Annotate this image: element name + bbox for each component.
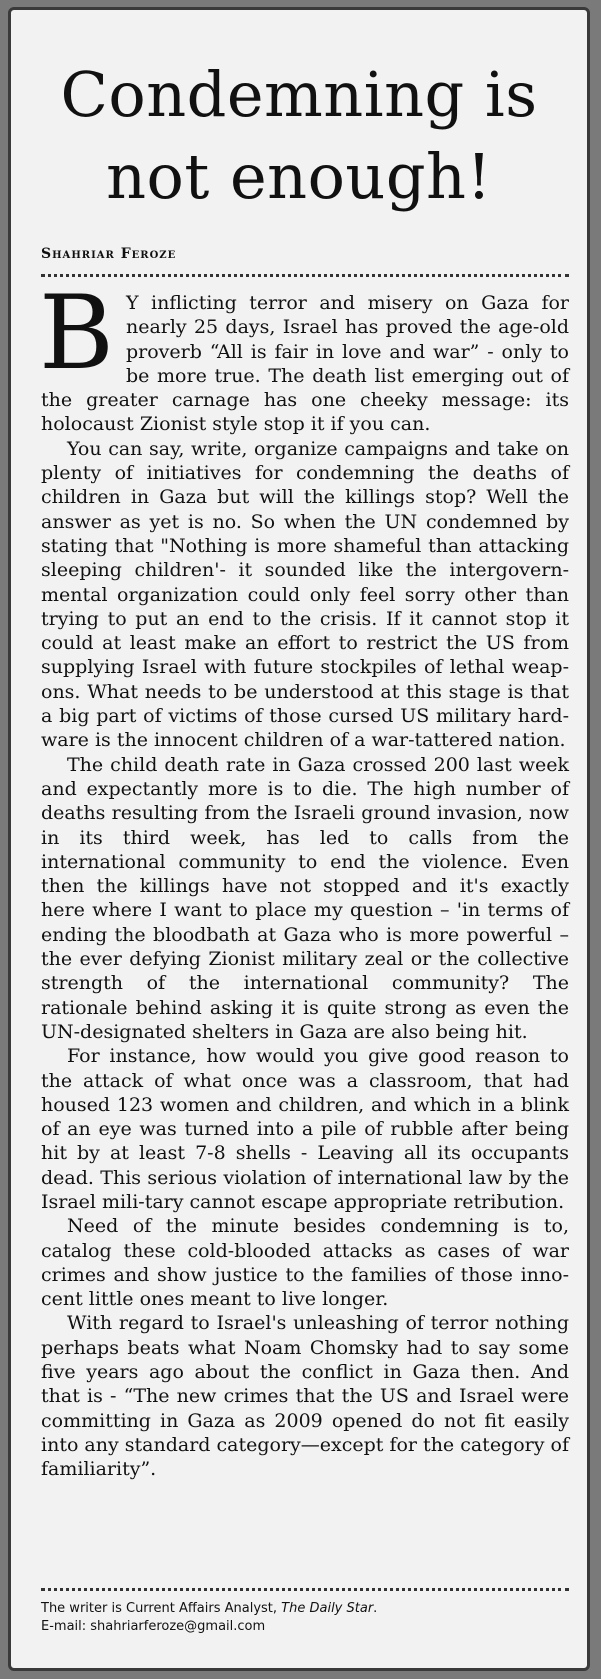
headline-line-1: Condemning is xyxy=(60,58,538,131)
paragraph-1-text: Y inflicting terror and misery on Gaza for nearly 25 days, Israel has proved the age-old proverb “All is fair in love and war” - only to be more true. The death list emerging out of the greater carnage has one cheeky message: its holocaust Zionist style stop it if you can. xyxy=(41,292,569,436)
article-body xyxy=(39,274,569,1482)
paragraph-6: With regard to Israel's unleashing of terror nothing perhaps beats what Noam Chomsky had to say some five years ago about the conflict in Gaza then. And that is - “The new crimes that the US and Israel were committing in Gaza as 2009 opened do not fit easily into any standard category—except for the category of familiarity”. xyxy=(41,1312,569,1481)
author-note-suffix: . xyxy=(373,1601,378,1616)
drop-cap: B xyxy=(39,274,114,393)
author-footer xyxy=(41,1600,377,1636)
article-clipping xyxy=(8,7,590,1671)
paragraph-1 xyxy=(39,274,569,437)
author-email: E-mail: shahriarferoze@gmail.com xyxy=(41,1619,266,1634)
paragraph-5: Need of the minute besides condemning is to, catalog these cold-blooded attacks as cases of war crimes and show justice to the families of those inno-cent little ones meant to live longer. xyxy=(41,1215,569,1311)
headline-line-2: not enough! xyxy=(106,140,492,213)
author-note-prefix: The writer is Current Affairs Analyst, xyxy=(41,1601,282,1616)
headline xyxy=(21,54,577,218)
paragraph-4: For instance, how would you give good reason to the attack of what once was a classroom, that had housed 123 women and children, and which in a blink of an eye was turned into a pile of rubble after being hit by at least 7-8 shells - Leaving all its occupants dead. This serious violation of international law by the Israel mili-tary cannot escape appropriate retribution. xyxy=(41,1045,569,1213)
divider-top xyxy=(41,274,569,277)
divider-bottom xyxy=(41,1588,569,1591)
publication-name: The Daily Star xyxy=(281,1601,374,1616)
paragraph-3: The child death rate in Gaza crossed 200 last week and expectantly more is to die. The high number of deaths resulting from the Israeli ground invasion, now in its third week, has led to calls from the international community to end the violence. Even then the killings have not stopped and it's exactly here where I want to place my question – 'in terms of ending the bloodbath at Gaza who is more powerful – the ever defying Zionist military zeal or the collective strength of the international community? The rationale behind asking it is quite strong as even the UN-designated shelters in Gaza are also being hit. xyxy=(41,753,569,1043)
paragraph-2: You can say, write, organize campaigns and take on plenty of initiatives for condemning the deaths of children in Gaza but will the killings stop? Well the answer as yet is no. So when the UN condemned by stating that "Nothing is more shameful than attacking sleeping children'- it sounded like the intergovern-mental organization could only feel sorry other than trying to put an end to the crisis. If it cannot stop it could at least make an effort to restrict the US from supplying Israel with future stockpiles of lethal weap-ons. What needs to be understood at this stage is that a big part of victims of those cursed US military hard-ware is the innocent children of a war-tattered nation. xyxy=(41,437,569,752)
byline: Shahriar Feroze xyxy=(41,246,177,262)
author-note xyxy=(41,1600,377,1618)
